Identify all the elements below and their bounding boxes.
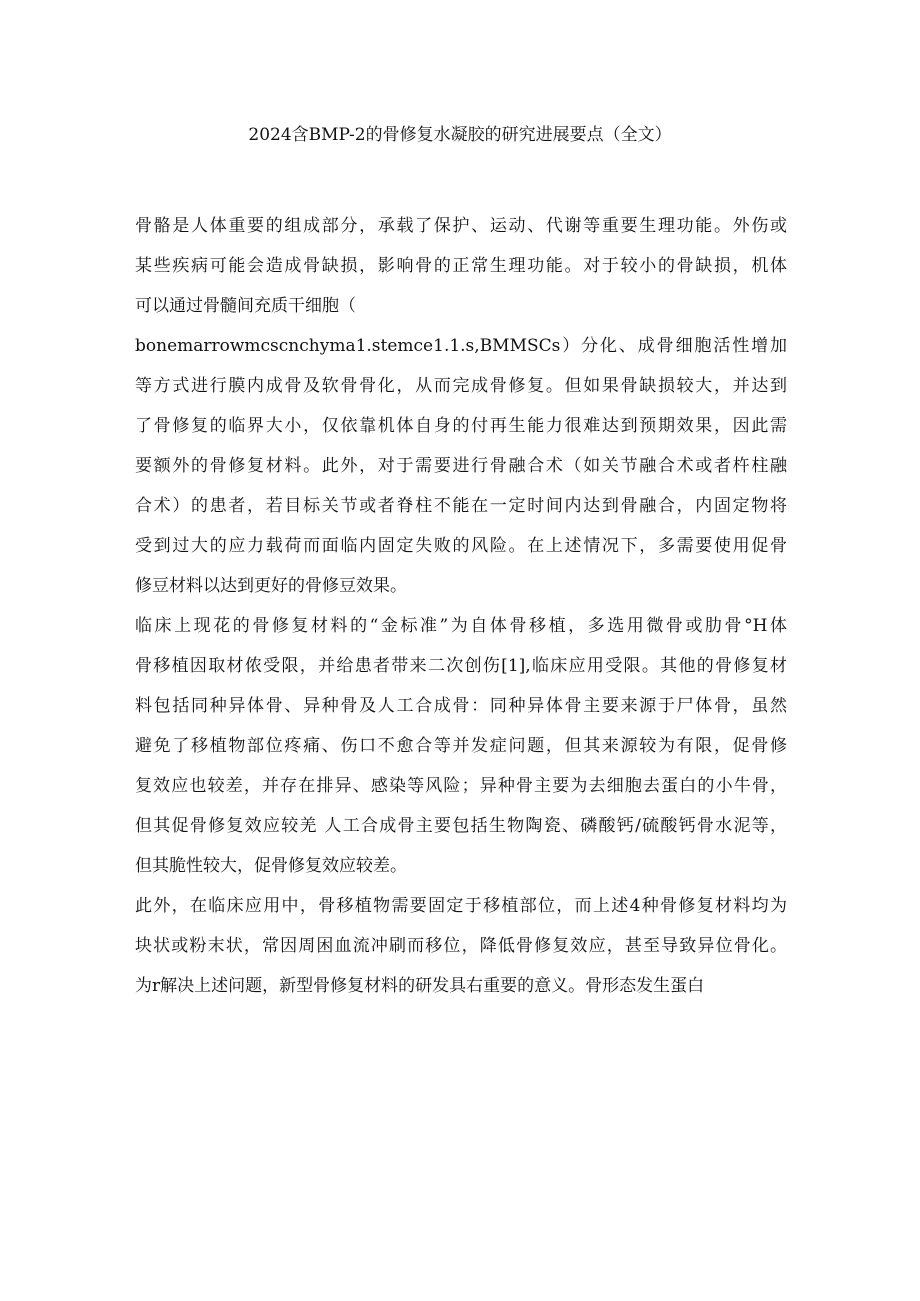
text-line: 块状或粉末状，常因周困血流冲刷而移位，降低骨修复效应，甚至导致异位骨化。 (135, 936, 787, 956)
text-line: 避免了移植物部位疼痛、伤口不愈合等并发症问题，但其来源较为有限，促骨修 (135, 736, 787, 756)
text-line: 可以通过骨髓间充质干细胞（ (135, 296, 356, 316)
text-line: 等方式进行膜内成骨及软骨骨化，从而完成骨修复。但如果骨缺损较大，并达到 (135, 376, 787, 396)
text-line: 此外，在临床应用中，骨移植物需要固定于移植部位，而上述4种骨修复材料均为 (135, 896, 787, 916)
text-line: 骨骼是人体重要的组成部分，承载了保护、运动、代谢等重要生理功能。外伤或 (135, 216, 787, 236)
text-line: 临床上现花的骨修复材料的“金标准”为自体骨移植，多选用微骨或肋骨°H体 (135, 616, 787, 636)
text-line: 料包括同种异体骨、异种骨及人工合成骨：同种异体骨主要来源于尸体骨，虽然 (135, 696, 787, 716)
text-line: 复效应也较差，并存在排异、感染等风险；异种骨主要为去细胞去蛋白的小牛骨， (135, 776, 787, 796)
text-line: 修豆材料以达到更好的骨修豆效果。 (135, 576, 407, 596)
document-body (135, 206, 787, 1006)
text-line: 骨移植因取材侬受限，并给患者带来二次创伤[1],临床应用受限。其他的骨修复材 (135, 656, 787, 676)
text-line: 了骨修复的临界大小，仅依靠机体自身的付再生能力很难达到预期效果，因此需 (135, 416, 787, 436)
text-line: 要额外的骨修复材料。此外，对于需要进行骨融合术（如关节融合术或者杵柱融 (135, 456, 787, 476)
text-line: 合术）的患者，若目标关节或者脊柱不能在一定时间内达到骨融合，内固定物将 (135, 496, 787, 516)
text-line: 某些疾病可能会造成骨缺损，影响骨的正常生理功能。对于较小的骨缺损，机体 (135, 256, 787, 276)
text-line: 受到过大的应力载荷而面临内固定失败的风险。在上述情况下，多需要使用促骨 (135, 536, 787, 556)
text-line: 但其促骨修复效应较羌 人工合成骨主要包括生物陶瓷、磷酸钙/硫酸钙骨水泥等， (135, 816, 787, 836)
text-line: bonemarrowmcscnchyma1.stemce1.1.s,BMMSCs）分化、成骨细胞活性增加 (135, 336, 787, 356)
document-title: 2024含BMP-2的骨修复水凝胶的研究进展要点（全文） (248, 125, 672, 145)
text-line: 为r解决上述问题，新型骨修复材料的研发具右重要的意义。骨形态发生蛋白 (135, 976, 705, 996)
text-line: 但其脆性较大，促骨修复效应较差。 (135, 856, 407, 876)
